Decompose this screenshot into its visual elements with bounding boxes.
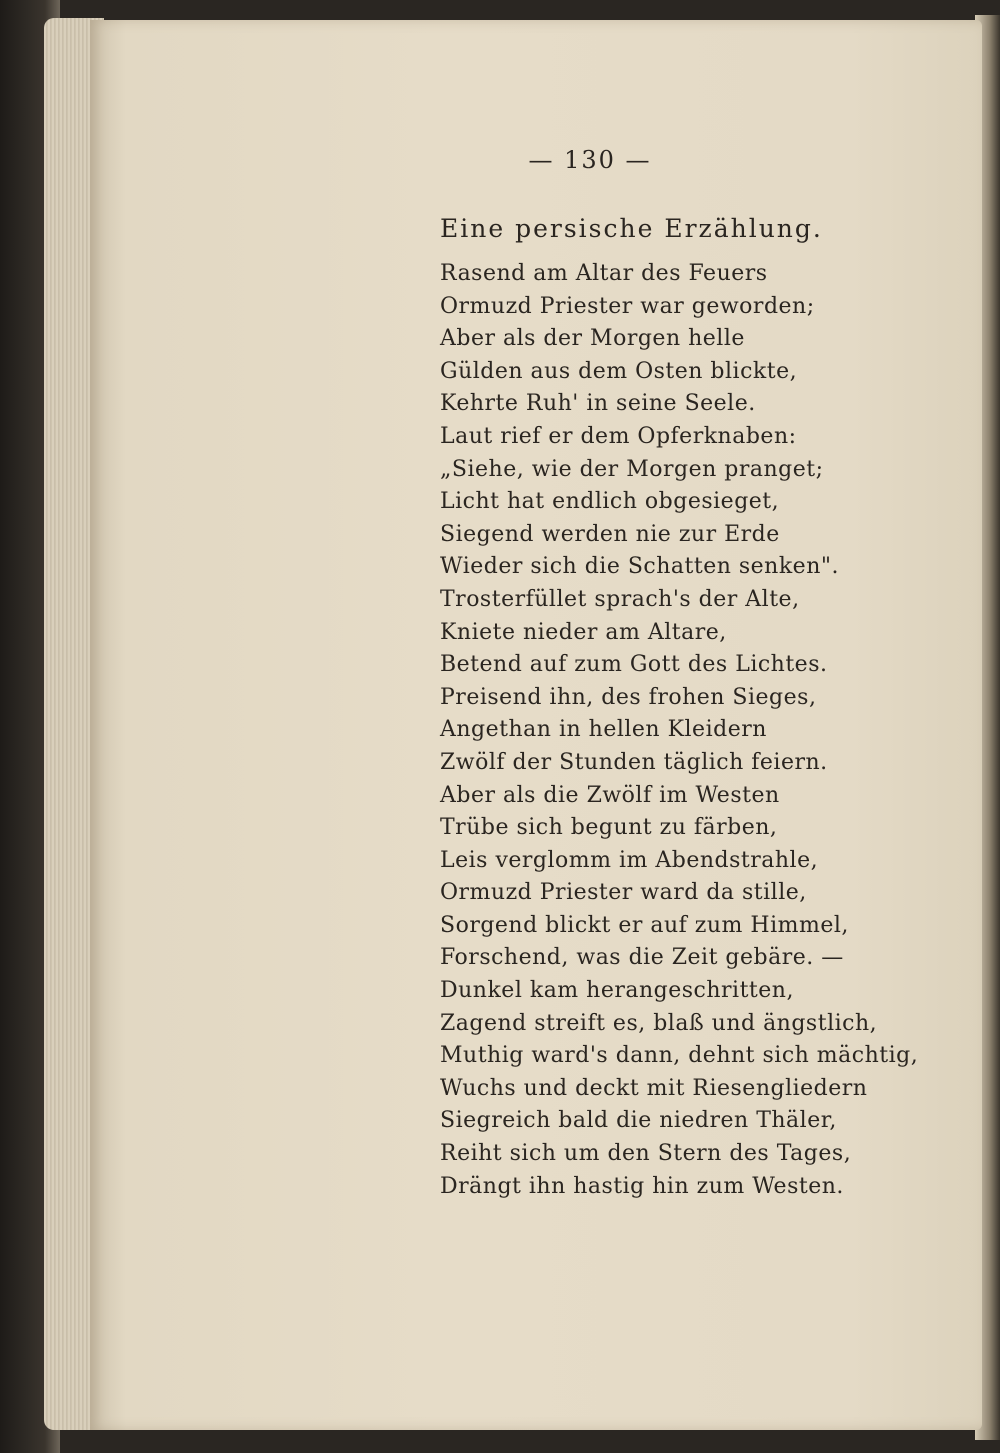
poem-line: Licht hat endlich obgesieget, — [440, 489, 780, 515]
poem-line: Wieder sich die Schatten senken". — [440, 554, 839, 580]
poem-line: Zwölf der Stunden täglich feiern. — [440, 749, 828, 775]
poem-line: Kehrte Ruh' in seine Seele. — [440, 391, 756, 417]
poem-line: Reiht sich um den Stern des Tages, — [440, 1141, 852, 1167]
poem-line: „Siehe, wie der Morgen pranget; — [440, 456, 824, 482]
poem-line: Drängt ihn hastig hin zum Westen. — [440, 1173, 844, 1199]
poem-line: Forschend, was die Zeit gebäre. — — [440, 945, 844, 971]
poem-line: Ormuzd Priester ward da stille, — [440, 880, 807, 906]
poem-line: Dunkel kam herangeschritten, — [440, 978, 794, 1004]
poem-line: Trosterfüllet sprach's der Alte, — [440, 586, 800, 612]
poem-line: Leis verglomm im Abendstrahle, — [440, 847, 819, 873]
poem-line: Trübe sich begunt zu färben, — [440, 815, 778, 841]
poem-line: Preisend ihn, des frohen Sieges, — [440, 684, 817, 710]
poem-line: Laut rief er dem Opferknaben: — [440, 423, 797, 449]
poem-line: Sorgend blickt er auf zum Himmel, — [440, 912, 849, 938]
poem-line: Gülden aus dem Osten blickte, — [440, 358, 798, 384]
page-number: — 130 — — [528, 146, 652, 174]
poem-line: Ormuzd Priester war geworden; — [440, 293, 815, 319]
poem-line: Rasend am Altar des Feuers — [440, 261, 768, 286]
poem-title: Eine persische Erzählung. — [440, 214, 823, 243]
poem-line: Betend auf zum Gott des Lichtes. — [440, 652, 828, 678]
poem-line: Zagend streift es, blaß und ängstlich, — [440, 1010, 878, 1036]
poem-line: Kniete nieder am Altare, — [440, 619, 727, 645]
poem-line: Muthig ward's dann, dehnt sich mächtig, — [440, 1043, 919, 1069]
poem-line: Siegreich bald die niedren Thäler, — [440, 1108, 837, 1134]
poem-line: Wuchs und deckt mit Riesengliedern — [440, 1075, 868, 1101]
poem-line: Aber als die Zwölf im Westen — [440, 782, 780, 808]
poem-line: Angethan in hellen Kleidern — [440, 717, 767, 743]
poem-body — [440, 258, 918, 1203]
poem-line: Siegend werden nie zur Erde — [440, 521, 780, 547]
poem-line: Aber als der Morgen helle — [440, 326, 745, 352]
